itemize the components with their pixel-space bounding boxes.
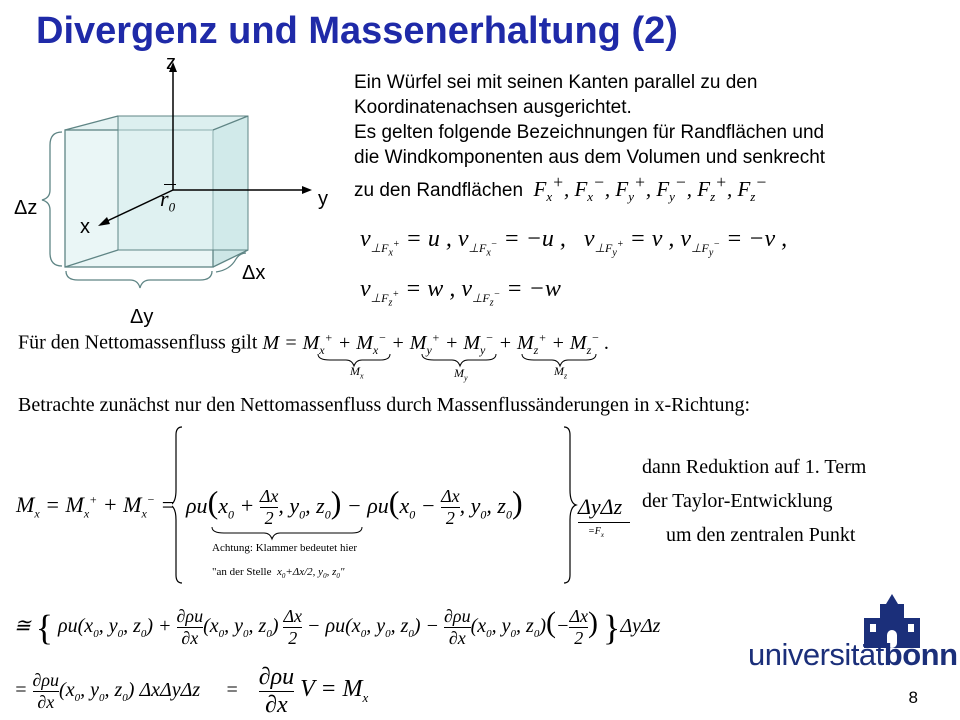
logo-text: universitätbonn — [748, 637, 958, 672]
intro-line: Ein Würfel sei mit seinen Kanten parallel zu den — [354, 72, 758, 93]
intro-line: Koordinatenachsen ausgerichtet. — [354, 97, 632, 118]
velocity-eq-1: $v_{\perp F_x^+} = u$ , $v_{\perp F_x^-} = -u$ , $v_{\perp F_y^+} = v$ , $v_{\perp F_y^-} = -v$ , — [360, 226, 788, 259]
reduction-note-3: um den zentralen Punkt — [666, 524, 856, 546]
intro-text — [354, 70, 944, 209]
axis-z-label: z — [166, 52, 176, 74]
dz-brace — [42, 132, 62, 266]
area-term: ΔyΔz — [578, 494, 623, 519]
dz-label: Δz — [14, 197, 38, 219]
intro-line: die Windkomponenten aus dem Volumen und senkrecht — [354, 147, 826, 168]
area-label: $=F_x$ — [588, 526, 604, 539]
attention-note-2: "an der Stelle $x_0+\Delta x/2$, $y_0$, $z_0$" — [212, 566, 345, 581]
page-number: 8 — [908, 688, 918, 707]
net-flux-sentence: Für den Nettomassenfluss gilt $M = M_x^+ + M_x^- + M_y^+ + M_y^- + M_z^+ + M_z^-$ . — [18, 330, 610, 357]
dy-brace — [66, 271, 212, 288]
face-labels: $F_x^+$, $F_x^-$, $F_y^+$, $F_y^-$, $F_z^+$, $F_z^-$ — [528, 172, 768, 205]
axis-y-label: y — [318, 188, 328, 210]
intro-line-with-faces: zu den Randflächen $F_x^+$, $F_x^-$, $F_y^+$, $F_y^-$, $F_z^+$, $F_z^-$ — [354, 172, 768, 205]
university-logo — [748, 594, 958, 674]
intro-line: Es gelten folgende Bezeichnungen für Randflächen und — [354, 122, 825, 143]
attention-note-1: Achtung: Klammer bedeutet hier — [212, 542, 358, 554]
approx-equation: ≅ { $\rho u(x_0$, $y_0$, $z_0$) + $\frac{\partial\rho u}{\partial x}$ ($x_0$, $y_0$, $z_0$) $\frac{\Delta x}{2}$ − $\rho u(x_0$, $y_0$, $z_0$) − $\frac{\partial\rho u}{\partial x}$ ($x_0$, $y_0$, $z_0)(-$ $\frac{\Delta x}{2}$ ) }ΔyΔz — [14, 606, 661, 648]
page-title: Divergenz und Massenerhaltung (2) — [36, 10, 678, 52]
reduction-note-1: dann Reduktion auf 1. Term — [642, 456, 867, 478]
consider-sentence: Betrachte zunächst nur den Nettomassenfluss durch Massenflussänderungen in x-Richtung: — [18, 394, 751, 416]
axis-x-label: x — [80, 216, 90, 238]
r0-arrow — [164, 184, 176, 185]
velocity-eq-2: $v_{\perp F_z^+} = w$ , $v_{\perp F_z^-} = -w$ — [360, 276, 561, 309]
reduction-note-2: der Taylor-Entwicklung — [642, 490, 833, 512]
my-label: $M_y$ — [454, 366, 468, 383]
dx-label: Δx — [242, 262, 266, 284]
taylor-terms: $\rho u(x_0$ + $\frac{\Delta x}{2}$ , $y_0$, $z_0) - \rho u(x_0$ − $\frac{\Delta x}{2}$ , $y_0$, $z_0$) — [186, 484, 523, 529]
r0-label: $r_0$ — [160, 186, 176, 215]
dy-label: Δy — [130, 306, 154, 328]
mx-equation: $M_x = M_x^+ + M_x^-$ = — [16, 492, 176, 521]
mz-label: $M_z$ — [554, 364, 568, 381]
area-underbrace — [578, 522, 630, 523]
mx-label: $M_x$ — [350, 364, 364, 381]
final-equation: = $\frac{\partial\rho u}{\partial x}$ ($x_0$, $y_0$, $z_0$) ΔxΔyΔz = $\frac{\partial\rho u}{\partial x}$ $V = M_x$ — [14, 664, 369, 718]
